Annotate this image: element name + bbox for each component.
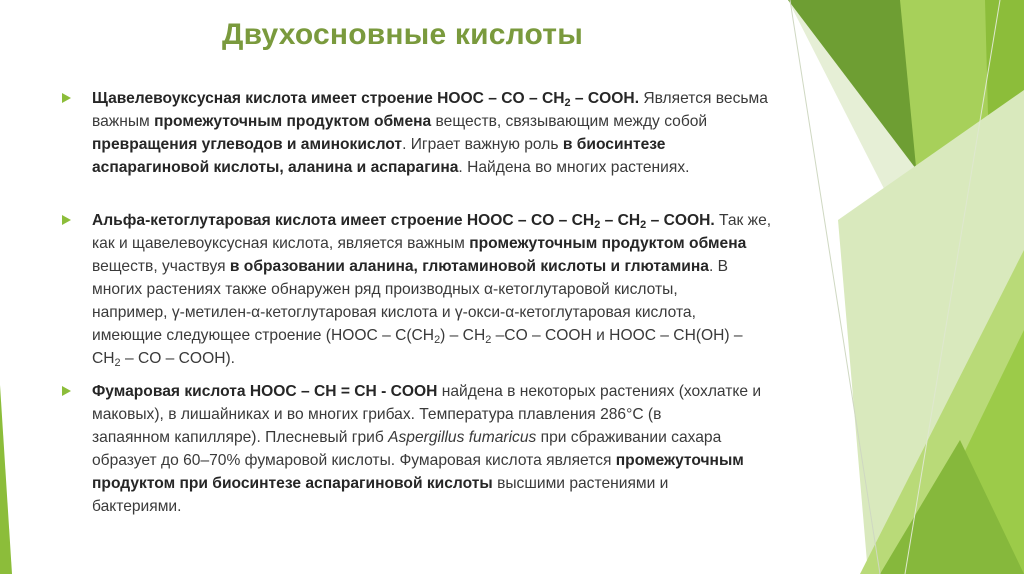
body-text: маковых), в лишайниках и во многих грибах. Температура плавления 286°С (в: [92, 406, 662, 423]
text-line: [92, 209, 822, 232]
body-text: например, γ-метилен-α-кетоглутаровая кислота и γ-окси-α-кетоглутаровая кислота,: [92, 304, 696, 321]
italic-text: Aspergillus fumaricus: [388, 429, 537, 446]
text-line: [92, 403, 822, 426]
highlighted-text: – CH: [600, 212, 641, 229]
body-text: бактериями.: [92, 498, 182, 515]
body-text: высшими растениями и: [492, 475, 669, 492]
body-text: CH: [92, 350, 115, 367]
highlighted-text: – COOH.: [646, 212, 715, 229]
paragraph-body: [92, 380, 822, 518]
body-text: 2: [114, 357, 121, 369]
text-line: [92, 347, 822, 370]
highlighted-text: в биосинтезе: [562, 136, 666, 153]
body-text: Является весьма: [639, 90, 768, 107]
highlighted-text: – COOH.: [570, 90, 640, 107]
body-text: веществ, участвуя: [92, 258, 230, 275]
body-text: найдена в некоторых растениях (хохлатке и: [437, 383, 762, 400]
paragraph-alpha-ketoglutaric-acid: [92, 209, 822, 370]
body-text: . Играет важную роль: [402, 136, 563, 153]
highlighted-text: Фумаровая кислота HOOC – CH = CH - COOH: [92, 383, 438, 400]
text-line: [92, 133, 822, 156]
text-line: [92, 110, 822, 133]
body-text: 2: [485, 334, 492, 346]
body-text: запаянном капилляре). Плесневый гриб: [92, 429, 389, 446]
body-text: –CO – COOH и HOOC – CH(OH) –: [491, 327, 743, 344]
text-line: [92, 301, 822, 324]
slide-title: Двухосновные кислоты: [222, 18, 584, 51]
paragraph-body: [92, 87, 822, 179]
highlighted-text: превращения углеводов и аминокислот: [92, 136, 403, 153]
highlighted-text: Щавелевоуксусная кислота имеет строение HOOC – CO – CH: [92, 90, 565, 107]
paragraph-oxaloacetic-acid: [92, 87, 822, 179]
paragraph-body: [92, 209, 822, 370]
highlighted-text: 2: [640, 219, 647, 231]
text-line: [92, 380, 822, 403]
text-line: [92, 324, 822, 347]
body-text: . В: [708, 258, 729, 275]
triangle-bullet-icon: [62, 386, 71, 396]
body-text: образует до 60–70% фумаровой кислоты. Фумаровая кислота является: [92, 452, 616, 469]
text-line: [92, 87, 822, 110]
body-text: как и щавелевоуксусная кислота, является важным: [92, 235, 470, 252]
highlighted-text: продуктом при биосинтезе аспарагиновой кислоты: [92, 475, 493, 492]
highlighted-text: промежуточным: [615, 452, 744, 469]
text-line: [92, 426, 822, 449]
text-line: [92, 472, 822, 495]
body-text: имеющие следующее строение (HOOC – C(CH: [92, 327, 435, 344]
text-line: [92, 156, 822, 179]
text-line: [92, 278, 822, 301]
left-green-sliver: [0, 385, 12, 574]
highlighted-text: 2: [564, 97, 571, 109]
highlighted-text: Альфа-кетоглутаровая кислота имеет строение HOOC – CO – CH: [92, 212, 595, 229]
body-text: – CO – COOH).: [120, 350, 235, 367]
body-text: многих растениях также обнаружен ряд производных α-кетоглутаровой кислоты,: [92, 281, 678, 298]
paragraph-fumaric-acid: [92, 380, 822, 518]
highlighted-text: аспарагиновой кислоты, аланина и аспарагина: [92, 159, 459, 176]
triangle-bullet-icon: [62, 93, 71, 103]
text-line: [92, 495, 822, 518]
highlighted-text: в образовании аланина, глютаминовой кислоты и глютамина: [229, 258, 709, 275]
text-line: [92, 255, 822, 278]
highlighted-text: промежуточным продуктом обмена: [469, 235, 747, 252]
body-text: 2: [434, 334, 441, 346]
highlighted-text: 2: [594, 219, 601, 231]
text-line: [92, 232, 822, 255]
highlighted-text: промежуточным продуктом обмена: [154, 113, 432, 130]
body-text: при сбраживании сахара: [536, 429, 722, 446]
text-line: [92, 449, 822, 472]
triangle-bullet-icon: [62, 215, 71, 225]
body-text: ) – CH: [440, 327, 486, 344]
body-text: Так же,: [714, 212, 772, 229]
body-text: . Найдена во многих растениях.: [458, 159, 690, 176]
body-text: важным: [92, 113, 155, 130]
body-text: веществ, связывающим между собой: [431, 113, 708, 130]
